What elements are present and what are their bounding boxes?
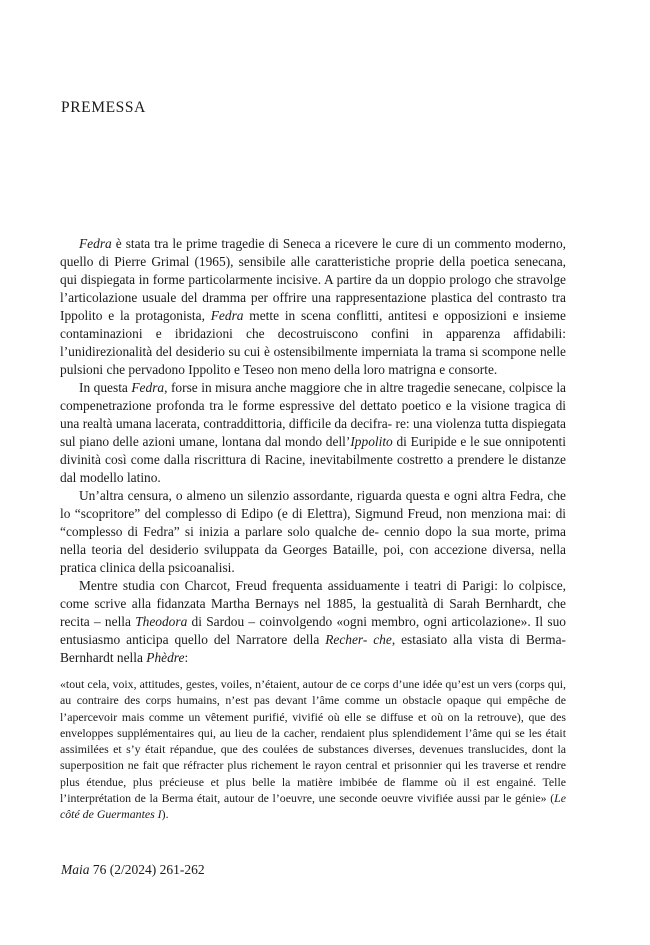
- body-text: [60, 235, 566, 823]
- italic-run: Fedra: [79, 236, 112, 251]
- italic-run: Phèdre: [146, 650, 185, 665]
- paragraph: Un’altra censura, o almeno un silenzio assordante, riguarda questa e ogni altra Fedra, che lo “scopritore” del complesso di Edipo (e di Elettra), Sigmund Freud, non menziona mai: di “complesso di Fedra” si inizia a parlare solo qualche de- cennio dopo la sua morte, prima nella teoria del desiderio sviluppata da Georges Bataille, poi, con accezione diversa, nella pratica clinica della psicoanalisi.: [60, 488, 566, 575]
- italic-run: Theodora: [135, 614, 188, 629]
- journal-name: Maia: [61, 862, 90, 877]
- paragraph: Fedra è stata tra le prime tragedie di Seneca a ricevere le cure di un commento moderno, quello di Pierre Grimal (1965), sensibile alle caratteristiche proprie della poetica senecana, qui dispiegata in forme particolarmente incisive. A partire da un doppio prologo che stravolge l’articolazione usuale del dramma per offrire una rappresentazione plastica del contrasto tra Ippolito e la protagonista, Fedra mette in scena conflitti, antitesi e opposizioni e insieme contaminazioni e ibridazioni che decostruiscono confini in apparenza affidabili: l’unidirezionalità del desiderio su cui è ostensibilmente imperniata la trama si scompone nelle pulsioni che pervadono Ippolito e Teseo non meno della loro matrigna e consorte.: [60, 236, 566, 377]
- italic-run: Ippolito: [350, 434, 393, 449]
- italic-run: Le côté de Guermantes I: [60, 791, 566, 822]
- italic-run: Fedra: [131, 380, 165, 395]
- journal-citation: [61, 862, 205, 878]
- block-quote: «tout cela, voix, attitudes, gestes, voiles, n’étaient, autour de ce corps d’une idée qu’est un vers (corps qui, au contraire des corps humains, n’est pas devant l’âme comme un obstacle opaque qui empêche de l’apercevoir mais comme un vêtement purifié, vivifié où elle se diffuse et où on la retrouve), que des enveloppes supplémentaires qui, au lieu de la cacher, rendaient plus splendidement l’âme qui se les était assimilées et s’y était répandue, que des coulées de substances diverses, devenues translucides, dont la superposition ne fait que réfracter plus richement le rayon central et prisonnier qui les traverse et rendre plus étendue, plus précieuse et plus belle la matière imbibée de flamme où il est engainé. Telle l’interprétation de la Berma était, autour de l’oeuvre, une seconde oeuvre vivifiée aussi par le génie» (Le côté de Guermantes I).: [60, 677, 566, 822]
- italic-run: Fedra: [210, 308, 244, 323]
- italic-run: Recher- che: [325, 632, 392, 647]
- section-title: PREMESSA: [61, 99, 146, 116]
- paragraph: Mentre studia con Charcot, Freud frequenta assiduamente i teatri di Parigi: lo colpisce, come scrive alla fidanzata Martha Bernays nel 1885, la gestualità di Sarah Bernhardt, che recita – nella Theodora di Sardou – coinvolgendo «ogni membro, ogni articolazione». Il suo entusiasmo anticipa quello del Narratore della Recher- che, estasiato alla vista di Berma-Bernhardt nella Phèdre:: [60, 578, 566, 665]
- paragraph: In questa Fedra, forse in misura anche maggiore che in altre tragedie senecane, colpisce la compenetrazione profonda tra le forme espressive del dettato poetico e la visione tragica di una realtà umana lacerata, contraddittoria, difficile da decifra- re: una violenza tutta dispiegata sul piano delle azioni umane, lontana dal mondo dell’Ippolito di Euripide e le sue onnipotenti divinità così come dalla riscrittura di Racine, inevitabilmente costretto a prendere le distanze dal modello latino.: [60, 380, 567, 485]
- issue-pages: 76 (2/2024) 261-262: [89, 862, 205, 877]
